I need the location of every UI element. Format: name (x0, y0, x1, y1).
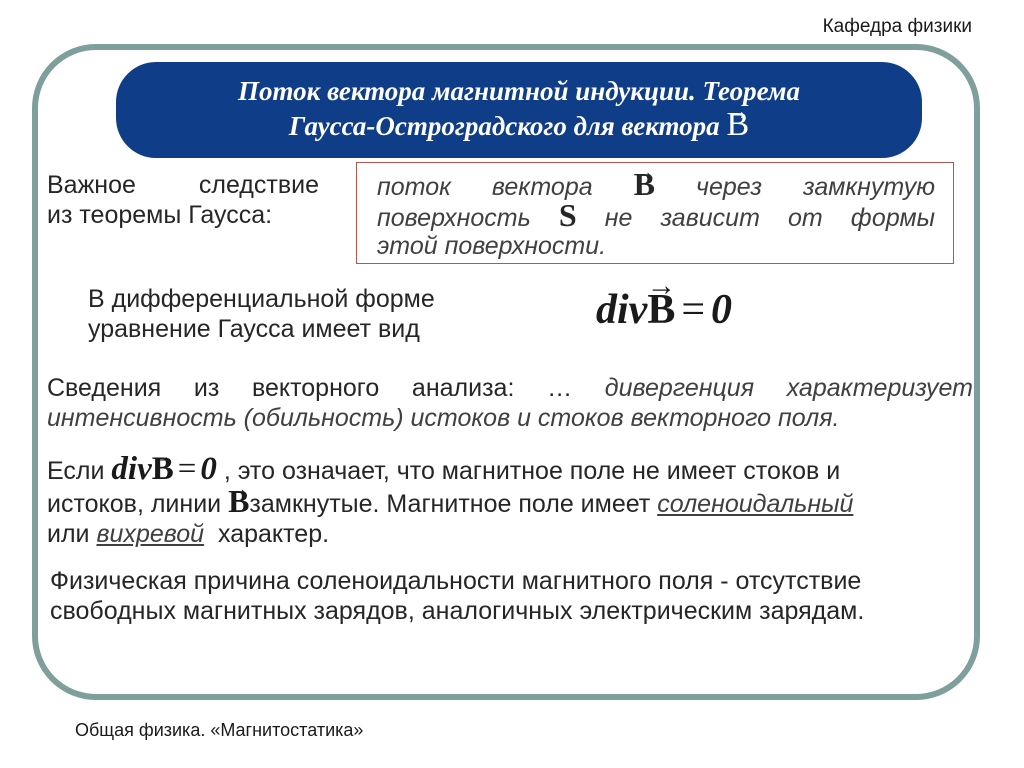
surface-s-symbol: S (558, 197, 577, 233)
vector-analysis-line-1 (47, 373, 973, 403)
vector-analysis-line-2: интенсивность (обильность) истоков и стоков векторного поля. (47, 404, 840, 432)
gauss-consequence-label (47, 170, 319, 230)
consequence-line-1: Важное следствие (47, 171, 319, 199)
differential-line-2: уравнение Гаусса имеет вид (88, 315, 420, 343)
if-line-1-rest: , это означает, что магнитное поле не имеет стоков и (223, 457, 841, 485)
vortex-term: вихревой (96, 520, 205, 548)
if-line-3-start: или (47, 520, 90, 548)
box-text-2b: не зависит от формы (604, 204, 935, 232)
inline-div-b-formula (111, 451, 216, 487)
div-b-formula (596, 286, 732, 334)
physical-reason-text (50, 566, 986, 626)
footer-course-label: Общая физика. «Магнитостатика» (75, 720, 364, 740)
box-text-1b: через замкнутую (696, 173, 935, 201)
inline-formula-zero: 0 (200, 451, 217, 487)
box-line-3: этой поверхности. (377, 232, 607, 260)
formula-zero: 0 (711, 287, 733, 333)
solenoidal-explanation (47, 451, 977, 549)
formula-div: div (596, 287, 648, 333)
formula-equals: = (681, 287, 706, 333)
title-line-2 (116, 108, 922, 143)
vector-b-symbol: → B (634, 170, 655, 198)
consequence-line-2: из теоремы Гаусса: (47, 201, 273, 229)
if-line-2 (47, 483, 977, 519)
if-line-1 (47, 451, 977, 487)
highlight-box (356, 162, 954, 264)
title-line-2-text: Гаусса-Остроградского для вектора (288, 111, 720, 141)
vector-b-symbol: → B (152, 454, 174, 484)
vector-analysis-text (47, 373, 973, 433)
box-line-2 (377, 197, 935, 233)
slide-title (116, 62, 922, 158)
physical-line-1: Физическая причина соленоидальности магнитного поля - отсутствие (50, 567, 862, 595)
inline-formula-equals: = (177, 451, 197, 487)
title-line-1: Поток вектора магнитной индукции. Теорема (238, 76, 800, 106)
differential-form-text (88, 284, 488, 344)
solenoidal-term: соленоидальный (657, 490, 854, 518)
if-line-2-rest: замкнутые. Магнитное поле имеет (249, 490, 651, 518)
if-line-2-start: истоков, линии (47, 490, 222, 518)
physical-line-2: свободных магнитных зарядов, аналогичных электрическим зарядам. (50, 597, 865, 625)
vector-analysis-italic-1: дивергенция характеризует (604, 374, 974, 402)
if-line-3-rest: характер. (217, 520, 330, 548)
box-line-1 (377, 166, 935, 202)
vector-b-symbol: → B (726, 108, 749, 142)
vector-b-symbol: → B (228, 486, 249, 516)
if-line-3 (47, 519, 977, 549)
vector-analysis-lead: Сведения из векторного анализа: … (47, 374, 573, 402)
if-word: Если (47, 457, 105, 485)
box-text-1a: поток вектора (377, 173, 593, 201)
vector-b-symbol: → B (647, 286, 675, 334)
inline-formula-div: div (111, 451, 152, 487)
box-text-2a: поверхность (377, 204, 531, 232)
differential-line-1: В дифференциальной форме (88, 285, 435, 313)
department-label: Кафедра физики (822, 16, 972, 37)
